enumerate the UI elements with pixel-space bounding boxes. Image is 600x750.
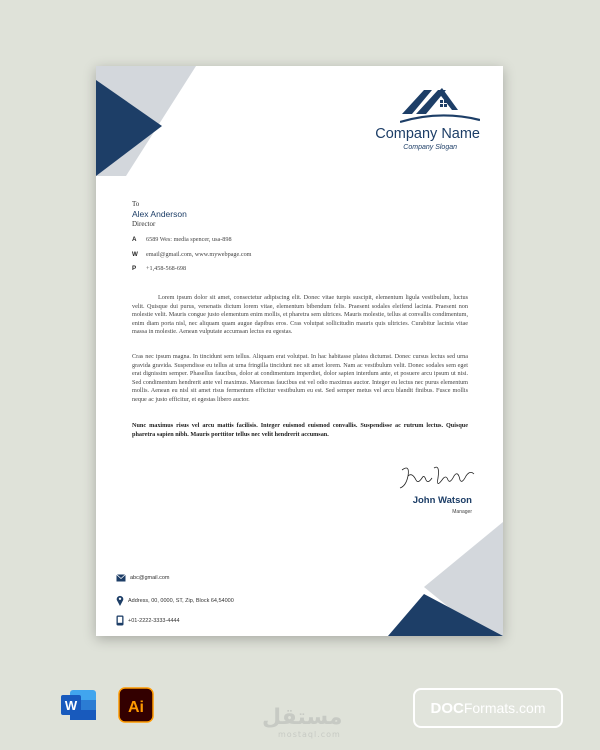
- contact-key: P: [132, 265, 137, 272]
- to-label: To: [132, 200, 140, 208]
- footer-address-text: Address, 00, 0000, ST, Zip, Block 64,54000: [128, 597, 234, 604]
- signer-name: John Watson: [412, 495, 472, 506]
- illustrator-icon-letters: Ai: [128, 699, 144, 716]
- microsoft-word-icon: [60, 687, 96, 723]
- adobe-illustrator-icon: [118, 687, 154, 723]
- word-icon-letter: W: [64, 698, 78, 713]
- envelope-icon: [116, 574, 126, 582]
- brand-prefix: DOC: [430, 699, 464, 717]
- phone-icon: [116, 615, 124, 626]
- letterhead-page: [96, 66, 503, 636]
- recipient-title: Director: [132, 220, 156, 229]
- watermark-url: mostaql.com: [278, 730, 341, 739]
- contact-address: [132, 236, 232, 243]
- footer-phone: [116, 615, 180, 626]
- docformats-badge[interactable]: [413, 688, 563, 728]
- footer-email: [116, 574, 170, 582]
- location-pin-icon: [116, 595, 124, 606]
- watermark-arabic: مستقل: [262, 705, 343, 730]
- contact-web: [132, 251, 251, 258]
- handwritten-signature: [398, 462, 478, 492]
- contact-key: W: [132, 251, 138, 258]
- footer-phone-text: +01-2222-3333-4444: [128, 617, 180, 624]
- top-left-corner-decoration: [96, 66, 206, 176]
- company-slogan: Company Slogan: [403, 144, 457, 151]
- contact-value: 6589 Wes: media spencer, usa-898: [146, 236, 232, 243]
- contact-value: +1,458-568-698: [146, 265, 187, 272]
- bottom-right-corner-decoration: [388, 522, 503, 636]
- signer-title: Manager: [452, 509, 472, 515]
- body-paragraph-1: Lorem ipsum dolor sit amet, consectetur adipiscing elit. Donec vitae turpis suscipit, elementum ligula vestibulum, luctus velit. Quisque dui purus, venenatis dictum lorem vitae, elementum bibendum felis. Praesent sodales eleifend lacinia. Praesent non molestie velit. Mauris congue justo elementum enim mollis, et pharetra sem ultrices. Mauris molestie, tellus at convallis condimentum, enim diam porta nisl, nec aliquam quam augue dapibus eros. Cras volutpat sollicitudin mauris quis ultricies. Curabitur lacinia vitae massa in molestie. Aenean vulputate accumsan lectus eu egestas.: [132, 294, 468, 336]
- house-logo-icon: [400, 84, 480, 126]
- contact-phone: [132, 265, 186, 272]
- contact-value: email@gmail.com, www.mywebpage.com: [146, 251, 252, 258]
- brand-suffix: Formats.com: [463, 700, 546, 716]
- company-name: Company Name: [375, 126, 480, 142]
- footer-address: [116, 595, 234, 606]
- body-paragraph-3: Nunc maximus risus vel arcu mattis facilisis. Integer euismod euismod convallis. Suspendisse ac rutrum lectus. Quisque pharetra sapien nibh. Mauris porttitor tellus nec velit hendrerit accumsan.: [132, 422, 468, 438]
- recipient-block: [132, 200, 187, 229]
- recipient-name: Alex Anderson: [132, 209, 187, 220]
- footer-email-text: abc@gmail.com: [130, 575, 170, 581]
- body-paragraph-2: Cras nec ipsum magna. In tincidunt sem tellus. Aliquam erat volutpat. In hac habitasse platea dictumst. Donec cursus lectus sed urna gravida gravida. Suspendisse eu tellus at urna fringilla tincidunt nec sit amet lorem. Nam ac vestibulum velit. Donec sodales sem eget erat dignissim semper. Phasellus faucibus, dolor at condimentum imperdiet, dolor sapien interdum ante, et posuere arcu ipsum ut nisi. Sed condimentum hendrerit ante vel maximus. Maecenas faucibus est vel odio maximus auctor. Integer eu lectus nec purus elementum mollis. Aenean eu nisl sit amet risus fermentum efficitur vestibulum eu est. Sed semper metus vel arcu blandit finibus. Fusce mollis neque ac justo efficitur, et egestas libero auctor.: [132, 353, 468, 403]
- contact-key: A: [132, 236, 137, 243]
